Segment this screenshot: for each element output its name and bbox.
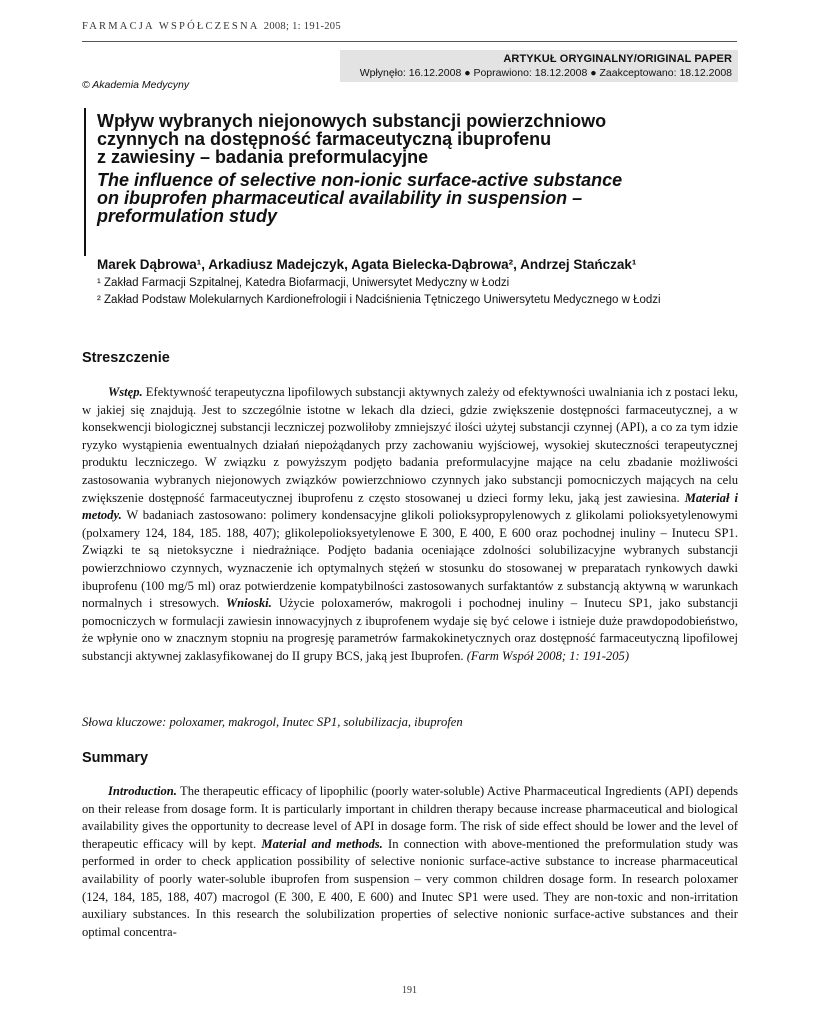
keywords: Słowa kluczowe: poloxamer, makrogol, Inutec SP1, solubilizacja, ibuprofen	[82, 715, 463, 729]
affiliation-2: ² Zakład Podstaw Molekularnych Kardionefrologii i Nadciśnienia Tętniczego Uniwersytetu Medycznego w Łodzi	[97, 294, 661, 306]
title-english	[97, 171, 757, 225]
article-dates: Wpłynęło: 16.12.2008 ● Poprawiono: 18.12.2008 ● Zaakceptowano: 18.12.2008	[359, 67, 732, 79]
section-heading-summary: Summary	[82, 750, 149, 766]
summary-methods-label: Material and methods.	[256, 836, 383, 851]
abstract-citation: (Farm Współ 2008; 1: 191-205)	[466, 648, 630, 663]
summary-methods-text: In connection with above-mentioned the preformulation study was performed in order to check application possibility of selective nonionic surface-active substance to increase pharmaceutical availability of poorly water-soluble ibuprofen from suspension – very common children dosage form. In research poloxamer (124, 184, 185, 188, 407) macrogol (E 300, E 400, E 600) and Inutec SP1 were used. They are non-toxic and non-irritation auxiliary substances. In this research the solubilization properties of selective nonionic surface-active substances and their optimal concentra-	[82, 836, 739, 939]
title-polish-line: czynnych na dostępność farmaceutyczną ibuprofenu	[97, 129, 552, 149]
header-rule	[82, 41, 737, 42]
abstract-conclusions-text: Użycie poloxamerów, makrogoli i pochodnej inuliny – Inutecu SP1, jako substancji pomocniczych w formulacji zawiesin innowacyjnych z ibuprofenem wydaje się być celowe i istnieje duże prawdopodobieństwo, że wpłynie ono w znacznym stopniu na progresję parametrów farmakokinetycznych oraz dostępność farmaceutyczną lipofilowej substancji aktywnej zaklasyfikowanej do II grupy BCS, jaką jest Ibuprofen.	[82, 596, 739, 663]
journal-name: FARMACJA WSPÓŁCZESNA	[82, 21, 259, 32]
abstract-intro-text: Efektywność terapeutyczna lipofilowych substancji aktywnych zależy od efektywności uwalniania ich z postaci leku, w jakiej się znajdują. Jest to szczególnie istotne w lekach dla dzieci, gdzie zwiększenie dostępności farmaceutycznej, a w konsekwencji biologicznej substancji leczniczej pozwoliłoby zmniejszyć ilości użytej substancji czynnej (API), a co za tym idzie ryzyko wystąpienia ewentualnych działań niepożądanych przy zachowaniu wyjściowej, wysokiej skuteczności terapeutycznej produktu leczniczego. W związku z powyższym podjęto badania preformulacyjne mające na celu zbadanie możliwości zastosowania wybranych niejonowych związków powierzchniowo czynnych jako substancji pomocniczych mających na celu zwiększenie dostępność farmaceutycznej ibuprofenu z często stosowanej u dzieci formy leku, jaką jest zawiesina.	[82, 385, 738, 505]
page-number: 191	[402, 985, 417, 996]
affiliation-1: ¹ Zakład Farmacji Szpitalnej, Katedra Biofarmacji, Uniwersytet Medyczny w Łodzi	[97, 277, 510, 289]
title-polish	[97, 112, 757, 166]
summary-intro-text: The therapeutic efficacy of lipophilic (poorly water-soluble) Active Pharmaceutical Ingredients (API) depends on their release from dosage form. It is particularly important in children therapy because increase pharmaceutical and biological availability gives the opportunity to decrease level of API in dosage form. The risk of side effect should be lower and the level of therapeutic efficacy will by kept.	[82, 784, 738, 851]
title-polish-line: z zawiesiny – badania preformulacyjne	[97, 147, 429, 167]
section-heading-streszczenie: Streszczenie	[82, 350, 170, 366]
journal-issue: 2008; 1: 191-205	[263, 21, 341, 32]
authors: Marek Dąbrowa¹, Arkadiusz Madejczyk, Agata Bielecka-Dąbrowa², Andrzej Stańczak¹	[97, 257, 637, 272]
article-type-label: ARTYKUŁ ORYGINALNY/ORIGINAL PAPER	[503, 53, 732, 65]
article-info-box	[340, 50, 738, 82]
summary-english	[82, 783, 738, 941]
title-english-line: preformulation study	[97, 206, 278, 226]
abstract-conclusions-label: Wnioski.	[219, 596, 272, 611]
title-block	[84, 108, 757, 256]
title-polish-line: Wpływ wybranych niejonowych substancji powierzchniowo	[97, 111, 607, 131]
abstract-methods-text: W badaniach zastosowano: polimery kondensacyjne glikoli polioksypropylenowych z glikolami polioksyetylenowymi (polxamery 124, 184, 185. 188, 407); glikolepolioksyetylenowe E 300, E 400, E 600 oraz pochodnej inuliny – Inutecu SP1. Związki te są nietoksyczne i niedrażniące. Podjęto badania oceniające zdolności solubilizacyjne wybranych substancji powierzchniowo czynnych, wyznaczenie ich optymalnych stężeń w stosunku do stosowanej w preparatach rynkowych dawki ibuprofenu (100 mg/5 ml) oraz potwierdzenie kompatybilności zastosowanych surfaktantów z substancją aktywną w warunkach normalnych i stresowych.	[82, 508, 738, 611]
abstract-methods-label: Materiał i metody.	[82, 490, 739, 523]
title-english-line: The influence of selective non-ionic surface-active substance	[97, 170, 623, 190]
abstract-polish	[82, 384, 738, 666]
title-english-line: on ibuprofen pharmaceutical availability in suspension –	[97, 188, 583, 208]
abstract-intro-label: Wstęp.	[108, 385, 143, 399]
copyright-notice: © Akademia Medycyny	[82, 79, 190, 91]
journal-header	[82, 21, 341, 32]
summary-intro-label: Introduction.	[108, 784, 177, 798]
